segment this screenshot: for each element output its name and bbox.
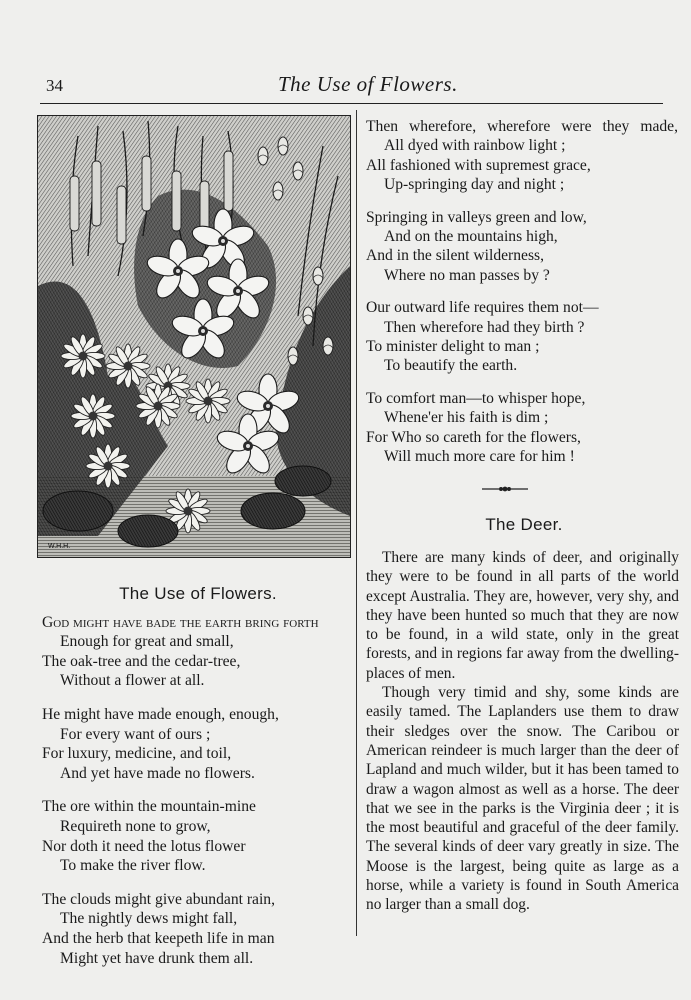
- poem-line-8-1: To comfort man—to whisper hope,: [366, 389, 586, 407]
- poem-line-5-4: Up-springing day and night ;: [384, 176, 565, 194]
- section-title-deer: The Deer.: [485, 515, 563, 534]
- poem-line-1-2: Enough for great and small,: [60, 633, 234, 651]
- deer-paragraph-2: Though very timid and shy, some kinds are easily tamed. The Laplanders use them to draw their sledges over the snow. The Caribou or American reindeer is much larger than the deer of Lapland and much wilder, but it has been tamed to draw a wagon almost as well as a horse. The deer that we see in the parks is the Virginia deer ; it is the most beautiful and graceful of the deer family. The several kinds of deer vary greatly in size. The Moose is the largest, being quite as large as a horse, while a variety is found in South America no larger than a small dog.: [366, 684, 679, 914]
- poem-line-8-3: For Who so careth for the flowers,: [366, 428, 581, 446]
- poem-line-4-2: The nightly dews might fall,: [60, 910, 238, 928]
- poem-line-3-4: To make the river flow.: [60, 857, 206, 875]
- poem-line-6-1: Springing in valleys green and low,: [366, 208, 587, 226]
- stanza-1: [42, 613, 354, 691]
- deer-article: [366, 548, 679, 915]
- stanza-6: [366, 208, 682, 286]
- poem-line-7-1: Our outward life requires them not—: [366, 299, 599, 317]
- section-ornament: [480, 482, 530, 496]
- stanza-3: [42, 797, 354, 875]
- flower-engraving: [37, 115, 351, 558]
- page-number: 34: [46, 76, 63, 95]
- poem-line-4-4: Might yet have drunk them all.: [60, 949, 254, 967]
- poem-line-2-1: He might have made enough, enough,: [42, 705, 279, 723]
- poem-line-6-3: And in the silent wilderness,: [366, 247, 545, 265]
- stanza-5: [366, 117, 682, 195]
- poem-line-4-3: And the herb that keepeth life in man: [42, 929, 275, 947]
- poem-line-2-3: For luxury, medicine, and toil,: [42, 745, 232, 763]
- poem-line-3-2: Requireth none to grow,: [60, 817, 211, 835]
- poem-line-1-4: Without a flower at all.: [60, 672, 205, 690]
- header-rule: [40, 103, 663, 104]
- poem-line-3-3: Nor doth it need the lotus flower: [42, 837, 246, 855]
- poem-line-1-1: God might have bade the earth bring forth: [42, 613, 319, 631]
- poem-line-2-4: And yet have made no flowers.: [60, 764, 255, 782]
- poem-title: The Use of Flowers.: [119, 584, 277, 603]
- deer-paragraph-1: There are many kinds of deer, and originally they were to be found in all parts of the world except Australia. They are, however, very shy, and they have been hunted so much that they are now to be found, in a wild state, only in the great forests, and in regions far away from the dwelling-places of men.: [366, 549, 679, 682]
- poem-left-column: [42, 584, 354, 982]
- poem-line-1-3: The oak-tree and the cedar-tree,: [42, 652, 241, 670]
- stanza-8: [366, 389, 682, 467]
- poem-line: [42, 613, 354, 633]
- poem-line-5-3: All fashioned with supremest grace,: [366, 156, 591, 174]
- stanza-2: [42, 705, 354, 783]
- poem-line-5-1: Then wherefore, wherefore were they made,: [366, 118, 678, 135]
- poem-line-7-3: To minister delight to man ;: [366, 338, 540, 356]
- stanza-7: [366, 298, 682, 376]
- poem-right-column: [366, 117, 682, 480]
- poem-line-7-2: Then wherefore had they birth ?: [384, 318, 585, 336]
- poem-line-8-2: Whene'er his faith is dim ;: [384, 409, 549, 427]
- poem-line-6-2: And on the mountains high,: [384, 228, 558, 246]
- stanza-4: [42, 890, 354, 968]
- poem-line-5-2: All dyed with rainbow light ;: [384, 137, 566, 155]
- poem-line-6-4: Where no man passes by ?: [384, 266, 550, 284]
- poem-line-7-4: To beautify the earth.: [384, 357, 518, 375]
- poem-line-3-1: The ore within the mountain-mine: [42, 798, 256, 816]
- poem-line-2-2: For every want of ours ;: [60, 725, 211, 743]
- column-divider: [356, 110, 357, 936]
- artist-signature: W.H.H.: [48, 543, 71, 550]
- poem-line-8-4: Will much more care for him !: [384, 448, 575, 466]
- running-title: The Use of Flowers.: [278, 72, 458, 96]
- poem-line-4-1: The clouds might give abundant rain,: [42, 890, 275, 908]
